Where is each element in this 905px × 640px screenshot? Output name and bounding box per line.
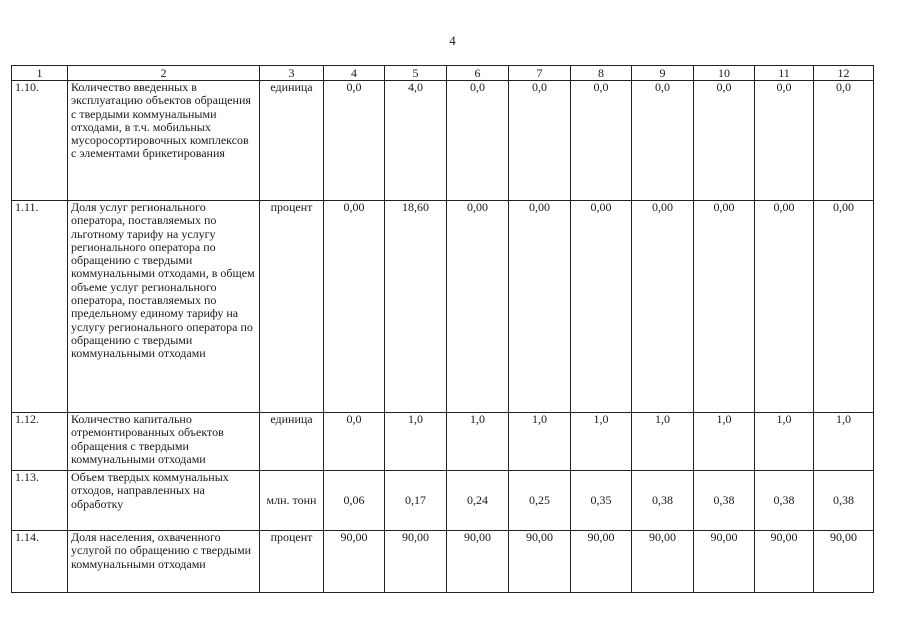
table-row [12, 413, 874, 471]
indicator-name: Доля услуг регионального оператора, поставляемых по льготному тарифу на услугу регионального оператора по обращению с твердыми коммунальными отходами, в общем объеме услуг регионального оператора, поставляемых по предельному единому тарифу на услугу регионального оператора по обращению с твердыми коммунальными отходами [68, 201, 260, 413]
value-cell: 90,00 [632, 531, 694, 593]
value-cell: 90,00 [385, 531, 447, 593]
unit-of-measure: млн. тонн [260, 471, 324, 531]
value-cell: 0,0 [324, 413, 385, 471]
column-number-header: 10 [694, 66, 755, 81]
value-cell: 0,35 [571, 471, 632, 531]
row-number: 1.12. [12, 413, 68, 471]
value-cell: 1,0 [814, 413, 874, 471]
value-cell: 0,25 [509, 471, 571, 531]
value-cell: 0,00 [447, 201, 509, 413]
value-cell: 0,0 [324, 81, 385, 201]
value-cell: 90,00 [509, 531, 571, 593]
value-cell: 4,0 [385, 81, 447, 201]
value-cell: 0,00 [324, 201, 385, 413]
value-cell: 0,00 [814, 201, 874, 413]
value-cell: 0,38 [814, 471, 874, 531]
column-number-header: 7 [509, 66, 571, 81]
value-cell: 0,0 [632, 81, 694, 201]
table-row [12, 531, 874, 593]
value-cell: 90,00 [571, 531, 632, 593]
indicator-name: Количество введенных в эксплуатацию объектов обращения с твердыми коммунальными отходами, в т.ч. мобильных мусоросортировочных комплексов с элементами брикетирования [68, 81, 260, 201]
row-number: 1.14. [12, 531, 68, 593]
table-row [12, 201, 874, 413]
unit-of-measure: единица [260, 81, 324, 201]
value-cell: 90,00 [447, 531, 509, 593]
value-cell: 0,38 [694, 471, 755, 531]
value-cell: 90,00 [694, 531, 755, 593]
value-cell: 18,60 [385, 201, 447, 413]
value-cell: 0,0 [755, 81, 814, 201]
row-number: 1.13. [12, 471, 68, 531]
value-cell: 90,00 [814, 531, 874, 593]
unit-of-measure: единица [260, 413, 324, 471]
indicator-name: Доля населения, охваченного услугой по обращению с твердыми коммунальными отходами [68, 531, 260, 593]
table-header-row [12, 66, 874, 81]
value-cell: 0,24 [447, 471, 509, 531]
value-cell: 1,0 [755, 413, 814, 471]
value-cell: 1,0 [632, 413, 694, 471]
value-cell: 0,06 [324, 471, 385, 531]
value-cell: 0,38 [755, 471, 814, 531]
value-cell: 0,0 [571, 81, 632, 201]
indicator-name: Объем твердых коммунальных отходов, направленных на обработку [68, 471, 260, 531]
table-row [12, 81, 874, 201]
value-cell: 1,0 [447, 413, 509, 471]
value-cell: 90,00 [755, 531, 814, 593]
value-cell: 0,00 [571, 201, 632, 413]
column-number-header: 4 [324, 66, 385, 81]
unit-of-measure: процент [260, 201, 324, 413]
column-number-header: 11 [755, 66, 814, 81]
value-cell: 0,00 [694, 201, 755, 413]
value-cell: 1,0 [694, 413, 755, 471]
value-cell: 0,00 [755, 201, 814, 413]
table-row [12, 471, 874, 531]
column-number-header: 2 [68, 66, 260, 81]
value-cell: 1,0 [571, 413, 632, 471]
column-number-header: 8 [571, 66, 632, 81]
value-cell: 0,0 [509, 81, 571, 201]
column-number-header: 12 [814, 66, 874, 81]
column-number-header: 3 [260, 66, 324, 81]
value-cell: 0,0 [814, 81, 874, 201]
row-number: 1.11. [12, 201, 68, 413]
indicator-name: Количество капитально отремонтированных объектов обращения с твердыми коммунальными отходами [68, 413, 260, 471]
value-cell: 0,17 [385, 471, 447, 531]
value-cell: 0,0 [447, 81, 509, 201]
column-number-header: 9 [632, 66, 694, 81]
value-cell: 0,0 [694, 81, 755, 201]
value-cell: 1,0 [385, 413, 447, 471]
column-number-header: 1 [12, 66, 68, 81]
value-cell: 90,00 [324, 531, 385, 593]
page-number: 4 [449, 33, 456, 48]
value-cell: 0,00 [509, 201, 571, 413]
column-number-header: 5 [385, 66, 447, 81]
column-number-header: 6 [447, 66, 509, 81]
indicators-table [11, 65, 874, 593]
value-cell: 1,0 [509, 413, 571, 471]
row-number: 1.10. [12, 81, 68, 201]
value-cell: 0,00 [632, 201, 694, 413]
unit-of-measure: процент [260, 531, 324, 593]
value-cell: 0,38 [632, 471, 694, 531]
